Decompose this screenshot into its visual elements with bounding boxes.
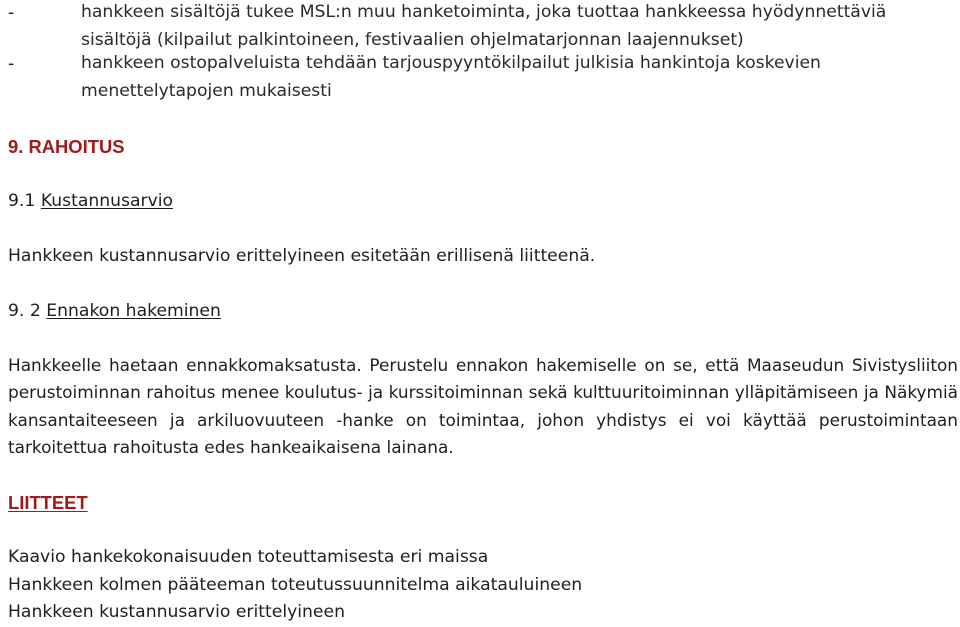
- bullet-dash: -: [8, 1, 15, 22]
- section-heading-rahoitus: 9. RAHOITUS: [8, 136, 125, 157]
- attachment-item: Hankkeen kolmen pääteeman toteutussuunnitelma aikatauluineen: [8, 575, 583, 595]
- bullet-2-line-2: menettelytapojen mukaisesti: [81, 81, 332, 101]
- attachment-item: Hankkeen kustannusarvio erittelyineen: [8, 602, 345, 622]
- subsection-9-2-paragraph: Hankkeelle haetaan ennakkomaksatusta. Perustelu ennakon hakemiselle on se, että Maaseudun Sivistysliiton perustoiminnan rahoitus menee koulutus- ja kurssitoiminnan sekä kulttuuritoiminnan ylläpitämiseen ja Näkymiä kansantaiteeseen ja arkiluovuuteen -hanke on toimintaa, johon yhdistys ei voi käyttää perustoimintaan tarkoitettua rahoitusta edes hankeaikaisena lainana.: [8, 355, 958, 457]
- subsection-title: Ennakon hakeminen: [46, 301, 221, 321]
- subsection-number: 9. 2: [8, 301, 41, 321]
- subsection-9-1-text: Hankkeen kustannusarvio erittelyineen esitetään erillisenä liitteenä.: [8, 246, 596, 266]
- subsection-9-2-heading: [8, 299, 221, 323]
- attachment-item: Kaavio hankekokonaisuuden toteuttamisesta eri maissa: [8, 547, 489, 567]
- subsection-number: 9.1: [8, 191, 36, 211]
- attachments-heading: LIITTEET: [8, 492, 88, 513]
- bullet-1-line-1: hankkeen sisältöjä tukee MSL:n muu hanketoiminta, joka tuottaa hankkeessa hyödynnettäviä: [81, 2, 887, 22]
- subsection-title: Kustannusarvio: [40, 191, 174, 211]
- bullet-1-line-2: sisältöjä (kilpailut palkintoineen, festivaalien ohjelmatarjonnan laajennukset): [81, 30, 744, 50]
- subsection-9-1-heading: [8, 189, 173, 213]
- bullet-dash: -: [8, 52, 15, 73]
- bullet-2-line-1: hankkeen ostopalveluista tehdään tarjouspyyntökilpailut julkisia hankintoja koskevien: [81, 53, 821, 73]
